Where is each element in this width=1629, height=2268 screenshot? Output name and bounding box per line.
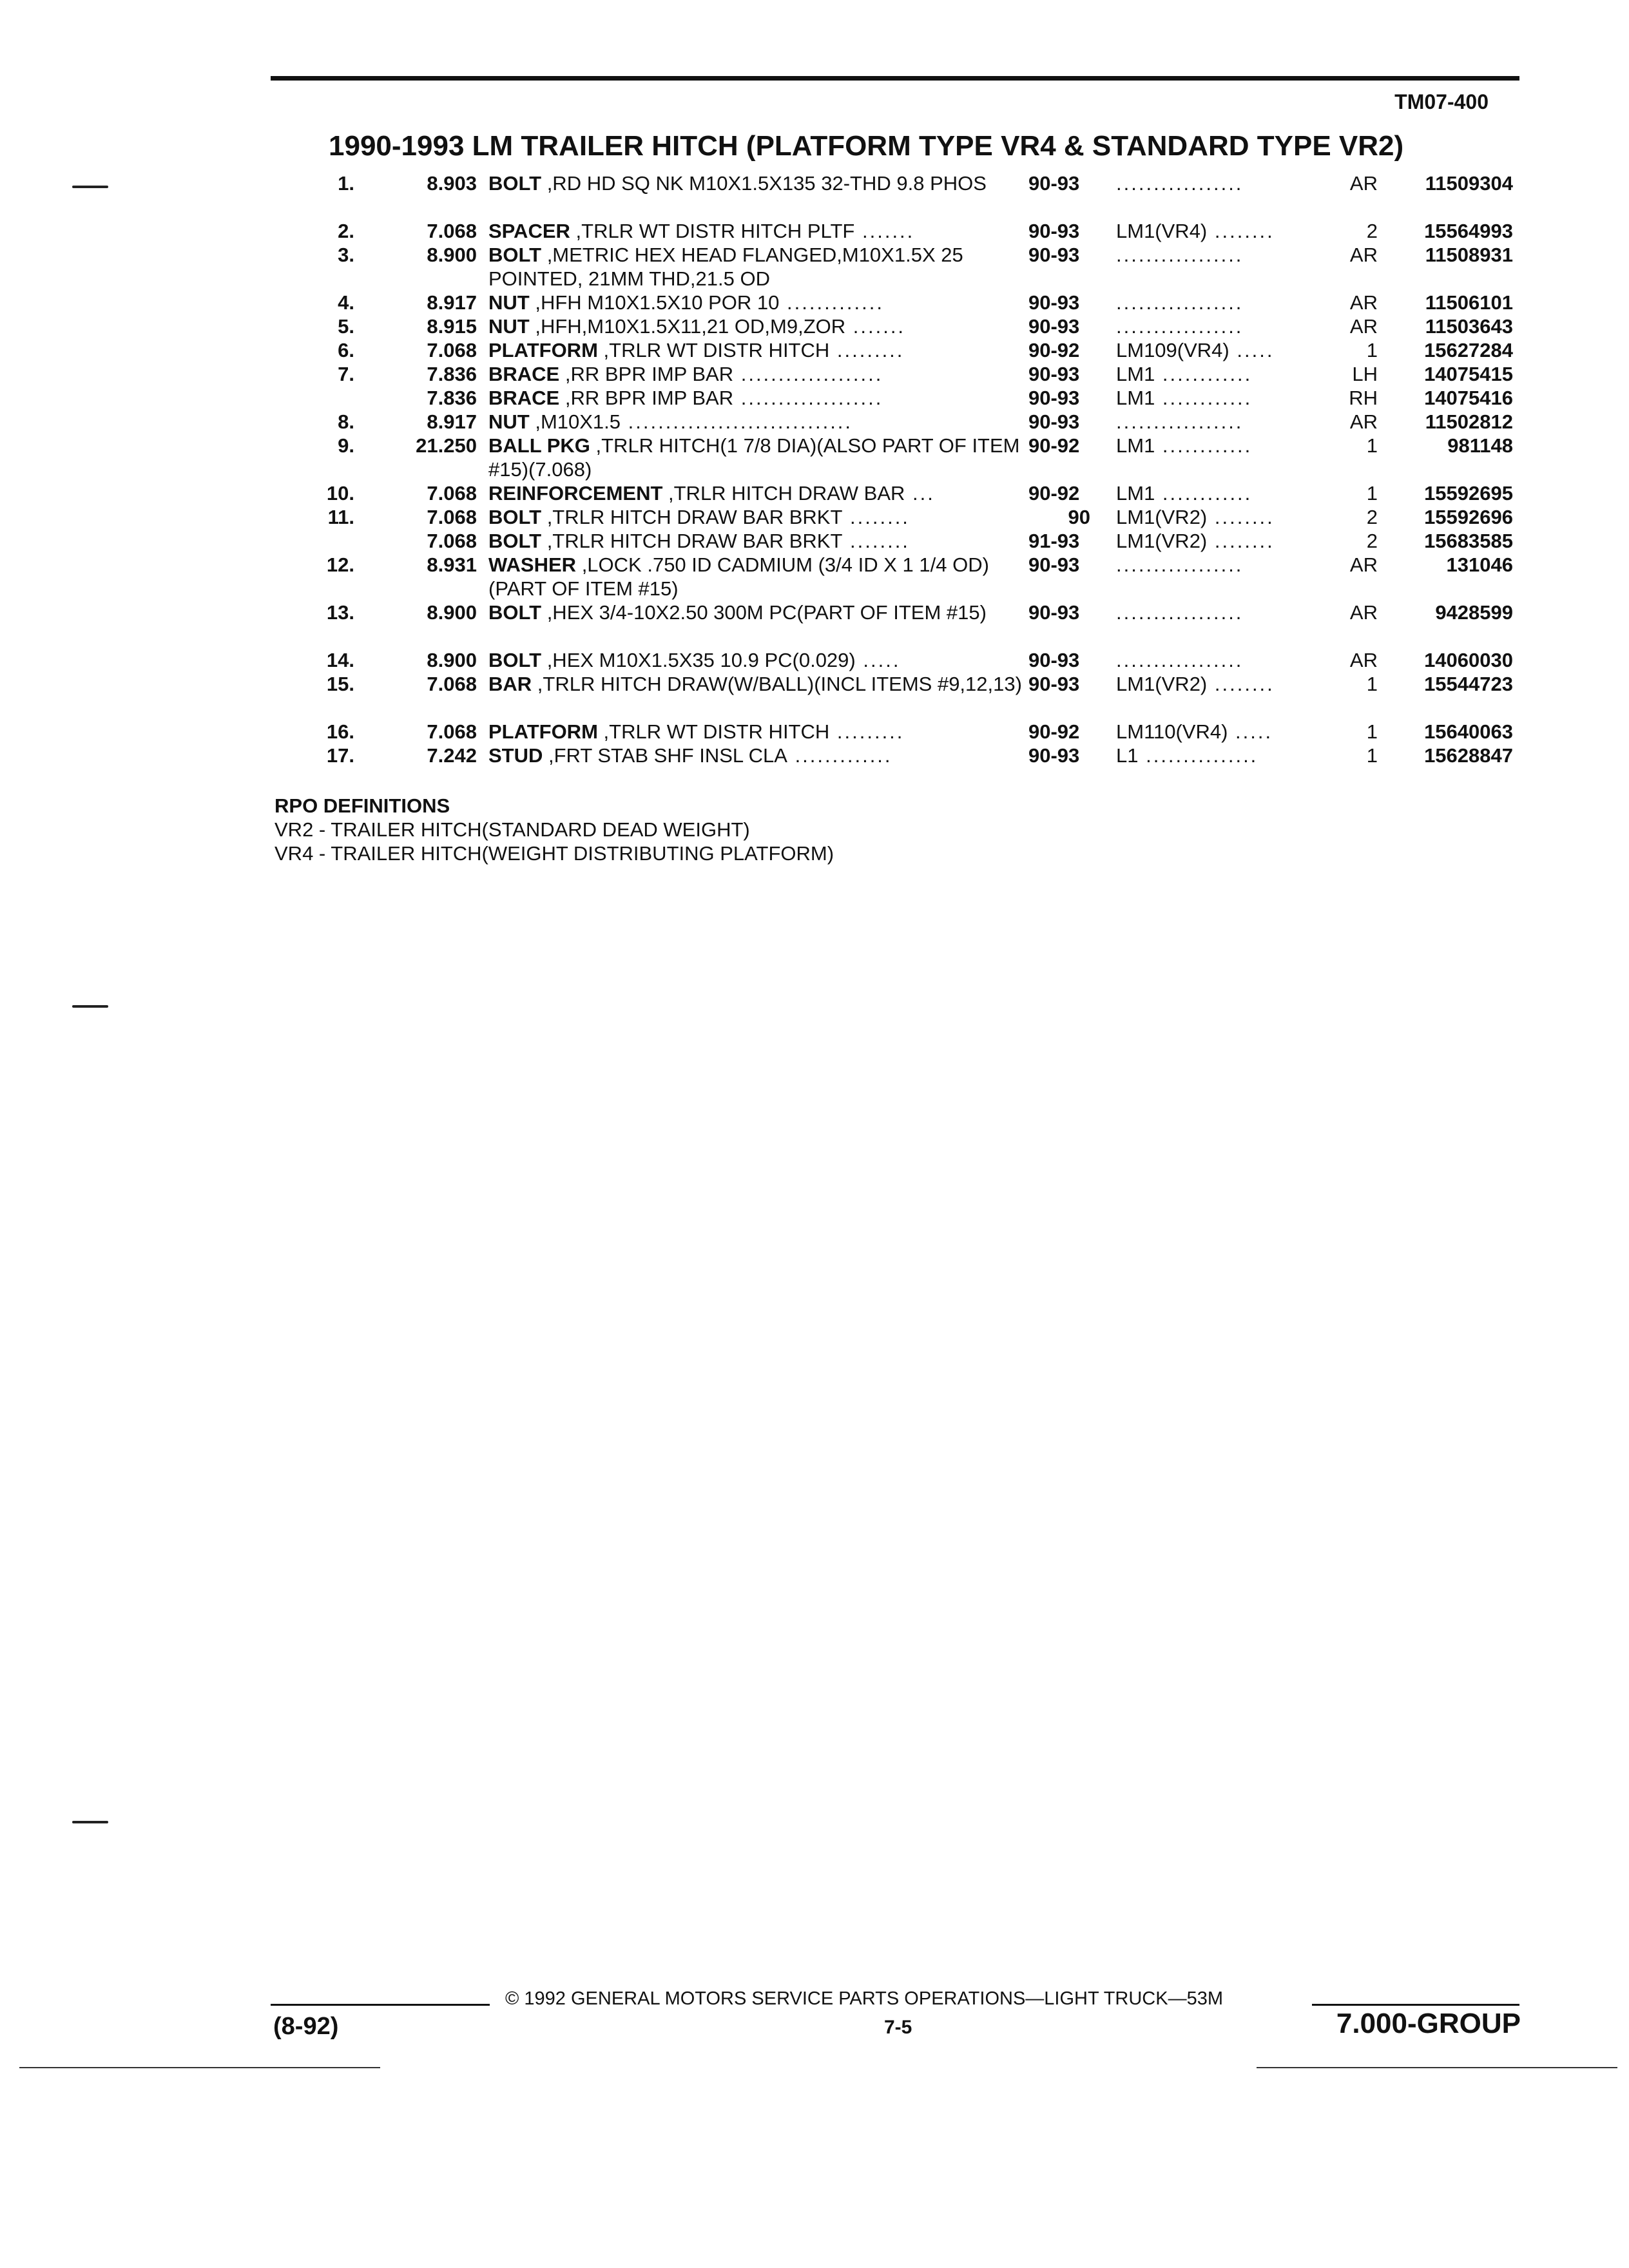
leader-dots: ..... (1229, 339, 1275, 361)
quantity: AR (1349, 410, 1378, 433)
group-number: 8.900 (427, 244, 477, 266)
bottom-rule (1257, 2067, 1617, 2068)
part-number: 9428599 (1435, 601, 1513, 624)
leader-dots: ........ (1207, 506, 1275, 528)
part-row (303, 314, 1527, 338)
revision-date: (8-92) (273, 2013, 339, 2040)
part-number: 15564993 (1424, 220, 1513, 242)
part-number: 11502812 (1425, 410, 1513, 433)
group-number: 7.068 (427, 720, 477, 743)
quantity: 1 (1366, 482, 1378, 505)
model-code (1116, 672, 1335, 696)
part-detail: ,TRLR HITCH DRAW BAR BRKT (541, 506, 843, 528)
model-value: LM1(VR2) (1116, 673, 1208, 695)
part-row (303, 362, 1527, 386)
model-value: LM1 (1116, 434, 1155, 457)
part-detail: ,TRLR HITCH DRAW BAR (662, 482, 905, 505)
part-row (303, 243, 1527, 291)
model-code (1116, 171, 1335, 195)
part-name: REINFORCEMENT (488, 482, 663, 505)
margin-mark (72, 1821, 108, 1823)
item-number: 15. (326, 673, 354, 695)
leader-dots: ............... (1138, 744, 1258, 767)
item-number: 5. (338, 315, 354, 338)
model-code (1116, 505, 1335, 529)
part-description (488, 243, 1043, 291)
leader-dots: ....... (854, 220, 915, 242)
part-description (488, 481, 1043, 505)
part-description (488, 314, 1043, 338)
part-description (488, 171, 1043, 195)
leader-dots: .............................. (621, 410, 853, 433)
model-years: 91-93 (1028, 530, 1080, 552)
part-description (488, 291, 1043, 314)
part-number: 14060030 (1424, 649, 1513, 671)
item-number: 11. (327, 506, 354, 528)
part-name: PLATFORM (488, 720, 598, 743)
part-detail: ,TRLR WT DISTR HITCH (597, 339, 830, 361)
item-number: 8. (338, 410, 354, 433)
leader-dots: ... (905, 482, 935, 505)
group-number: 8.903 (427, 172, 477, 195)
part-description (488, 720, 1043, 744)
part-detail: ,RD HD SQ NK M10X1.5X135 32-THD 9.8 PHOS (541, 172, 987, 195)
leader-dots: ................. (1116, 244, 1244, 266)
model-value: LM1 (1116, 482, 1155, 505)
part-detail: ,RR BPR IMP BAR (559, 387, 734, 409)
model-code (1116, 338, 1335, 362)
quantity: 1 (1366, 744, 1378, 767)
quantity: AR (1349, 601, 1378, 624)
part-name: NUT (488, 291, 530, 314)
part-row (303, 410, 1527, 434)
item-number: 16. (326, 720, 354, 743)
leader-dots: ................. (1116, 649, 1244, 671)
parts-list (303, 171, 1527, 767)
model-value: LM1 (1116, 387, 1155, 409)
part-detail: ,HFH,M10X1.5X11,21 OD,M9,ZOR (529, 315, 846, 338)
page-title: 1990-1993 LM TRAILER HITCH (PLATFORM TYPE VR4 & STANDARD TYPE VR2) (329, 130, 1404, 162)
part-name: SPACER (488, 220, 570, 242)
item-number: 9. (338, 434, 354, 457)
part-row (303, 744, 1527, 767)
part-detail: ,TRLR HITCH(1 7/8 DIA)(ALSO PART OF ITEM #15)(7.068) (488, 434, 1020, 481)
part-detail: ,RR BPR IMP BAR (559, 363, 734, 385)
quantity: 2 (1366, 220, 1378, 242)
item-number: 6. (338, 339, 354, 361)
group-number: 7.068 (427, 530, 477, 552)
part-description (488, 648, 1043, 672)
leader-dots: ............ (1155, 387, 1253, 409)
group-number: 7.836 (427, 387, 477, 409)
footer-rule (1312, 2004, 1519, 2006)
item-number: 4. (338, 291, 354, 314)
item-number: 1. (338, 172, 354, 195)
leader-dots: ..... (1228, 720, 1273, 743)
model-code (1116, 601, 1335, 624)
part-number: 11506101 (1425, 291, 1513, 314)
quantity: AR (1349, 172, 1378, 195)
part-description (488, 672, 1043, 696)
part-name: STUD (488, 744, 543, 767)
leader-dots: ................... (733, 363, 883, 385)
footer-rule (271, 2004, 490, 2006)
rpo-line: VR4 - TRAILER HITCH(WEIGHT DISTRIBUTING PLATFORM) (275, 842, 834, 865)
model-value: LM109(VR4) (1116, 339, 1229, 361)
part-detail: ,HEX 3/4-10X2.50 300M PC(PART OF ITEM #15) (541, 601, 987, 624)
quantity: 2 (1366, 530, 1378, 552)
item-number: 12. (326, 553, 354, 576)
part-detail: ,TRLR WT DISTR HITCH (597, 720, 830, 743)
part-name: BOLT (488, 530, 542, 552)
part-row (303, 505, 1527, 529)
leader-dots: ................. (1116, 315, 1244, 338)
leader-dots: ............ (1155, 434, 1253, 457)
part-description (488, 744, 1043, 767)
model-code (1116, 744, 1335, 767)
part-description (488, 529, 1043, 553)
part-description (488, 505, 1043, 529)
part-row (303, 529, 1527, 553)
part-name: BRACE (488, 387, 560, 409)
copyright-text: © 1992 GENERAL MOTORS SERVICE PARTS OPERATIONS—LIGHT TRUCK—53M (505, 1988, 1223, 2009)
leader-dots: ........ (842, 506, 910, 528)
item-number: 3. (338, 244, 354, 266)
margin-mark (72, 1005, 108, 1008)
part-name: NUT (488, 315, 530, 338)
group-number: 8.917 (427, 291, 477, 314)
part-number: 11508931 (1425, 244, 1513, 266)
part-row (303, 338, 1527, 362)
model-years: 90-93 (1028, 244, 1080, 266)
part-number: 15592696 (1424, 506, 1513, 528)
quantity: AR (1349, 291, 1378, 314)
quantity: 2 (1366, 506, 1378, 528)
model-years: 90-93 (1028, 601, 1080, 624)
part-number: 14075415 (1424, 363, 1513, 385)
part-detail: ,METRIC HEX HEAD FLANGED,M10X1.5X 25 POINTED, 21MM THD,21.5 OD (488, 244, 963, 290)
model-code (1116, 362, 1335, 386)
leader-dots: ......... (829, 720, 905, 743)
model-code (1116, 553, 1335, 577)
model-code (1116, 720, 1335, 744)
part-description (488, 553, 1043, 601)
group-number: 8.900 (427, 601, 477, 624)
part-number: 14075416 (1424, 387, 1513, 409)
quantity: 1 (1366, 720, 1378, 743)
part-description (488, 434, 1043, 481)
leader-dots: ................. (1116, 601, 1244, 624)
model-code (1116, 434, 1335, 457)
part-name: BOLT (488, 601, 542, 624)
part-row (303, 481, 1527, 505)
model-years: 90-93 (1028, 220, 1080, 242)
leader-dots: ................... (733, 387, 883, 409)
leader-dots: ................. (1116, 291, 1244, 314)
group-number: 7.068 (427, 220, 477, 242)
group-number: 7.242 (427, 744, 477, 767)
model-years: 90-93 (1028, 291, 1080, 314)
part-name: WASHER (488, 553, 577, 576)
model-code (1116, 529, 1335, 553)
part-row (303, 171, 1527, 219)
model-years: 90 (1068, 506, 1090, 528)
part-row (303, 672, 1527, 720)
part-number: 15628847 (1424, 744, 1513, 767)
quantity: AR (1349, 649, 1378, 671)
rpo-line: VR2 - TRAILER HITCH(STANDARD DEAD WEIGHT) (275, 818, 750, 841)
leader-dots: ................. (1116, 172, 1244, 195)
model-value: L1 (1116, 744, 1139, 767)
model-value: LM1(VR2) (1116, 506, 1208, 528)
group-number: 7.836 (427, 363, 477, 385)
leader-dots: ........ (1207, 673, 1275, 695)
model-years: 90-92 (1028, 482, 1080, 505)
part-name: BOLT (488, 172, 542, 195)
item-number: 7. (338, 363, 354, 385)
part-detail: ,M10X1.5 (529, 410, 621, 433)
part-row (303, 434, 1527, 481)
part-name: PLATFORM (488, 339, 598, 361)
group-number: 8.931 (427, 553, 477, 576)
part-number: 15640063 (1424, 720, 1513, 743)
leader-dots: ............ (1155, 363, 1253, 385)
part-name: BAR (488, 673, 532, 695)
part-row (303, 720, 1527, 744)
leader-dots: ......... (829, 339, 905, 361)
quantity: AR (1349, 244, 1378, 266)
part-detail: ,TRLR WT DISTR HITCH PLTF (570, 220, 855, 242)
part-number: 131046 (1446, 553, 1513, 576)
item-number: 17. (326, 744, 354, 767)
group-number: 7.068 (427, 482, 477, 505)
quantity: LH (1352, 363, 1378, 385)
model-code (1116, 219, 1335, 243)
part-name: BOLT (488, 649, 542, 671)
quantity: AR (1349, 315, 1378, 338)
model-years: 90-92 (1028, 339, 1080, 361)
item-number: 13. (326, 601, 354, 624)
model-code (1116, 243, 1335, 267)
part-detail: ,HFH M10X1.5X10 POR 10 (529, 291, 780, 314)
item-number: 14. (326, 649, 354, 671)
part-name: NUT (488, 410, 530, 433)
model-code (1116, 386, 1335, 410)
quantity: AR (1349, 553, 1378, 576)
leader-dots: ....... (845, 315, 906, 338)
part-row (303, 291, 1527, 314)
part-description (488, 601, 1043, 624)
group-number: 7.068 (427, 673, 477, 695)
part-number: 15683585 (1424, 530, 1513, 552)
top-rule (271, 76, 1519, 81)
group-number: 21.250 (416, 434, 477, 457)
part-name: BRACE (488, 363, 560, 385)
part-row (303, 219, 1527, 243)
part-name: BOLT (488, 244, 542, 266)
model-years: 90-93 (1028, 387, 1080, 409)
group-number: 8.917 (427, 410, 477, 433)
leader-dots: ............. (779, 291, 884, 314)
model-years: 90-93 (1028, 363, 1080, 385)
model-value: LM1(VR4) (1116, 220, 1208, 242)
part-row (303, 386, 1527, 410)
group-number: 7.068 (427, 506, 477, 528)
part-number: 15627284 (1424, 339, 1513, 361)
margin-mark (72, 186, 108, 188)
part-name: BOLT (488, 506, 542, 528)
part-number: 15544723 (1424, 673, 1513, 695)
part-detail: ,FRT STAB SHF INSL CLA (543, 744, 787, 767)
item-number: 10. (326, 482, 354, 505)
part-description (488, 410, 1043, 434)
part-description (488, 219, 1043, 243)
part-number: 11503643 (1425, 315, 1513, 338)
part-description (488, 338, 1043, 362)
part-name: BALL PKG (488, 434, 590, 457)
group-label: 7.000-GROUP (1336, 2008, 1521, 2039)
part-number: 981148 (1447, 434, 1513, 457)
part-description (488, 362, 1043, 386)
leader-dots: ............ (1155, 482, 1253, 505)
leader-dots: ..... (855, 649, 901, 671)
model-code (1116, 481, 1335, 505)
part-detail: ,TRLR HITCH DRAW(W/BALL)(INCL ITEMS #9,12,13) (532, 673, 1022, 695)
model-code (1116, 410, 1335, 434)
document-code: TM07-400 (1394, 90, 1489, 113)
model-code (1116, 314, 1335, 338)
group-number: 8.900 (427, 649, 477, 671)
model-code (1116, 648, 1335, 672)
bottom-rule (19, 2067, 380, 2068)
part-description (488, 386, 1043, 410)
model-code (1116, 291, 1335, 314)
part-row (303, 601, 1527, 648)
quantity: 1 (1366, 673, 1378, 695)
part-detail: ,TRLR HITCH DRAW BAR BRKT (541, 530, 843, 552)
leader-dots: ........ (1207, 220, 1275, 242)
model-years: 90-93 (1028, 744, 1080, 767)
model-years: 90-93 (1028, 172, 1080, 195)
model-years: 90-92 (1028, 720, 1080, 743)
page-number: 7-5 (884, 2017, 912, 2038)
part-row (303, 648, 1527, 672)
quantity: RH (1349, 387, 1378, 409)
part-number: 15592695 (1424, 482, 1513, 505)
part-row (303, 553, 1527, 601)
leader-dots: ................. (1116, 553, 1244, 576)
model-value: LM1(VR2) (1116, 530, 1208, 552)
group-number: 8.915 (427, 315, 477, 338)
quantity: 1 (1366, 339, 1378, 361)
leader-dots: ........ (1207, 530, 1275, 552)
model-years: 90-93 (1028, 410, 1080, 433)
leader-dots: ............. (787, 744, 892, 767)
model-years: 90-93 (1028, 315, 1080, 338)
rpo-heading: RPO DEFINITIONS (275, 794, 450, 817)
model-value: LM110(VR4) (1116, 720, 1228, 743)
group-number: 7.068 (427, 339, 477, 361)
leader-dots: ........ (842, 530, 910, 552)
part-detail: ,LOCK .750 ID CADMIUM (3/4 ID X 1 1/4 OD)(PART OF ITEM #15) (488, 553, 989, 600)
model-years: 90-93 (1028, 553, 1080, 576)
model-years: 90-93 (1028, 649, 1080, 671)
rpo-definitions (275, 794, 834, 865)
part-number: 11509304 (1425, 172, 1513, 195)
model-years: 90-92 (1028, 434, 1080, 457)
model-years: 90-93 (1028, 673, 1080, 695)
leader-dots: ................. (1116, 410, 1244, 433)
quantity: 1 (1366, 434, 1378, 457)
item-number: 2. (338, 220, 354, 242)
model-value: LM1 (1116, 363, 1155, 385)
part-detail: ,HEX M10X1.5X35 10.9 PC(0.029) (541, 649, 856, 671)
